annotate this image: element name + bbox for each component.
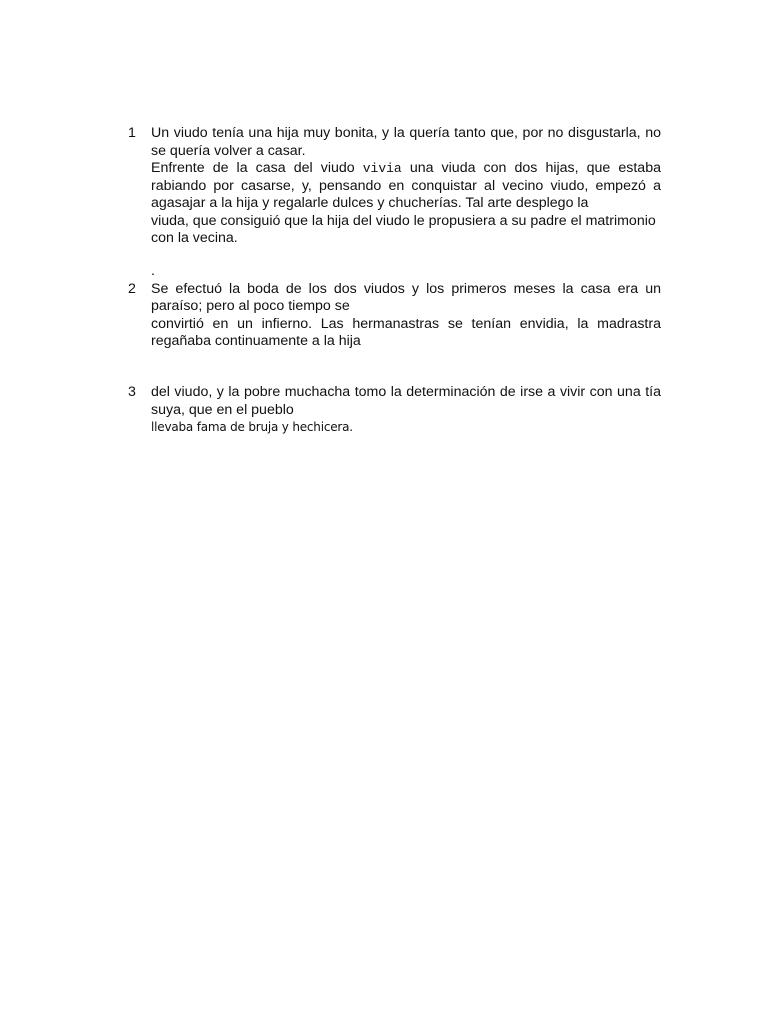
item-number: 3 [128, 384, 136, 400]
paragraph-line-alt-font: llevaba fama de bruja y hechicera. [151, 420, 353, 434]
line-text-before: Enfrente de la casa del viudo [151, 160, 355, 176]
line-text-mono: vivia [362, 161, 402, 176]
paragraph-line: con la vecina. [151, 230, 238, 246]
paragraph-line: rabiando por casarse, y, pensando en conquistar al vecino viudo, empezó a [151, 177, 661, 194]
item-number: 2 [128, 280, 136, 297]
item-paragraph [151, 281, 661, 351]
item-paragraph [151, 125, 661, 248]
item-number: 1 [128, 125, 136, 141]
item-paragraph [151, 384, 661, 437]
paragraph-line: Se efectuó la boda de los dos viudos y los primeros meses la casa era un [151, 280, 661, 297]
paragraph-line: suya, que en el pueblo [151, 401, 294, 418]
paragraph-line: paraíso; pero al poco tiempo se [151, 298, 350, 314]
lead-period: . [151, 263, 155, 279]
item-lead [151, 263, 661, 281]
paragraph-line: convirtió en un infierno. Las hermanastras se tenían envidia, la madrastra [151, 315, 661, 332]
paragraph-line: viuda, que consiguió que la hija del viudo le propusiera a su padre el matrimonio [151, 212, 656, 229]
paragraph-line: agasajar a la hija y regalarle dulces y chucherías. Tal arte desplego la [151, 195, 589, 211]
paragraph-line: del viudo, y la pobre muchacha tomo la determinación de irse a vivir con una tía [151, 384, 661, 400]
paragraph-line: Un viudo tenía una hija muy bonita, y la quería tanto que, por no disgustarla, no [151, 125, 661, 141]
line-text-after: una viuda con dos hijas, que estaba [409, 160, 661, 176]
paragraph-line-mixed [151, 160, 661, 178]
paragraph-line: se quería volver a casar. [151, 142, 306, 159]
paragraph-line: regañaba continuamente a la hija [151, 333, 361, 349]
